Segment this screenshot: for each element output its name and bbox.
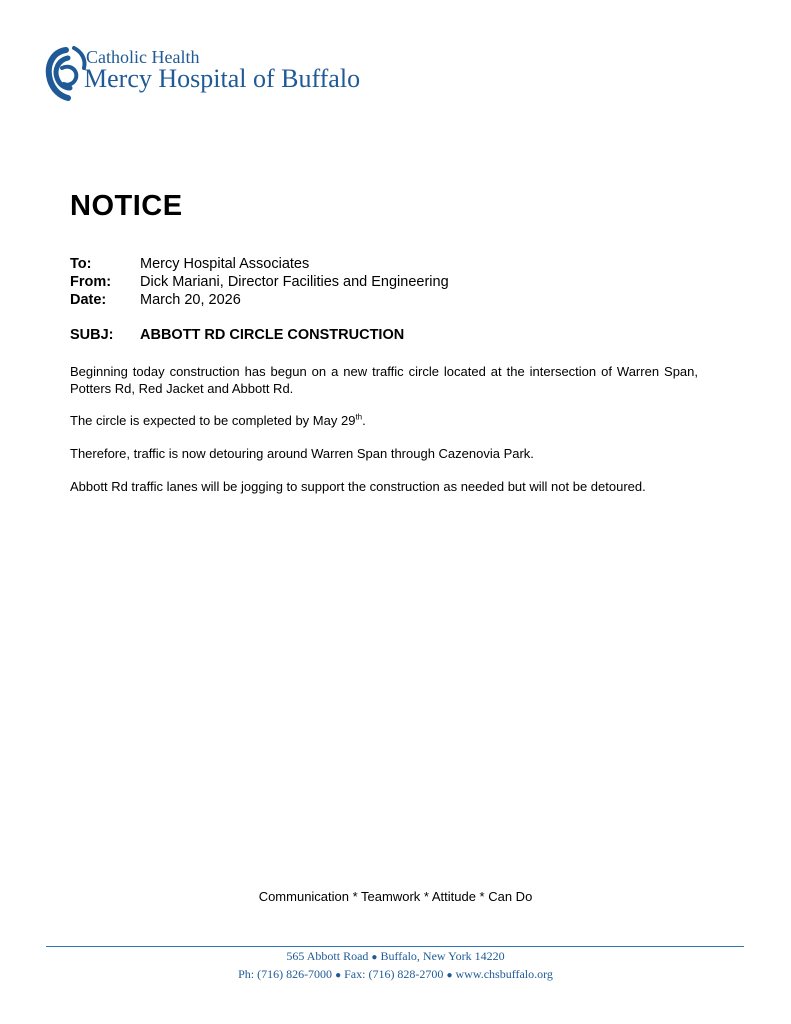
subj-label: SUBJ:: [70, 327, 114, 343]
footer-address: 565 Abbott Road: [286, 949, 369, 963]
catholic-health-logo-icon: [44, 44, 88, 108]
to-label: To:: [70, 256, 92, 272]
separator-icon: ●: [335, 970, 342, 981]
completion-period: .: [362, 413, 366, 428]
from-value: Dick Mariani, Director Facilities and Engineering: [140, 274, 449, 290]
footer-divider: [46, 946, 744, 947]
footer-fax: Fax: (716) 828-2700: [344, 967, 444, 981]
date-label: Date:: [70, 292, 107, 308]
memo-date-row: [70, 291, 449, 309]
memo-from-row: [70, 273, 449, 291]
org-name: Catholic Health: [86, 47, 200, 67]
completion-text: The circle is expected to be completed by May 29: [70, 413, 356, 428]
subj-value: ABBOTT RD CIRCLE CONSTRUCTION: [140, 327, 405, 343]
from-label: From:: [70, 274, 112, 290]
footer: [0, 948, 791, 984]
hospital-name: Mercy Hospital of Buffalo: [84, 64, 361, 93]
tagline: Communication * Teamwork * Attitude * Can Do: [258, 889, 533, 904]
page-title: NOTICE: [70, 190, 183, 222]
to-value: Mercy Hospital Associates: [140, 256, 310, 272]
footer-address-line: [0, 948, 791, 966]
footer-contact-line: [0, 966, 791, 984]
letterhead-logo: [44, 44, 404, 108]
subject-line: [70, 327, 404, 343]
body-paragraph-4: Abbott Rd traffic lanes will be jogging to support the construction as needed but will not be detoured.: [70, 479, 646, 494]
body-paragraph-2: [70, 412, 698, 429]
footer-city: Buffalo, New York 14220: [380, 949, 505, 963]
date-value: March 20, 2026: [140, 292, 241, 308]
separator-icon: ●: [371, 952, 378, 963]
body-paragraph-1: Beginning today construction has begun on a new traffic circle located at the intersection of Warren Span, Potters Rd, Red Jacket and Abbott Rd.: [70, 364, 698, 396]
memo-to-row: [70, 255, 449, 273]
body-paragraph-3: Therefore, traffic is now detouring around Warren Span through Cazenovia Park.: [70, 446, 534, 461]
ordinal-suffix: th: [355, 412, 363, 422]
separator-icon: ●: [446, 970, 453, 981]
footer-website: www.chsbuffalo.org: [455, 967, 553, 981]
memo-header: [70, 255, 449, 309]
footer-phone: Ph: (716) 826-7000: [238, 967, 333, 981]
